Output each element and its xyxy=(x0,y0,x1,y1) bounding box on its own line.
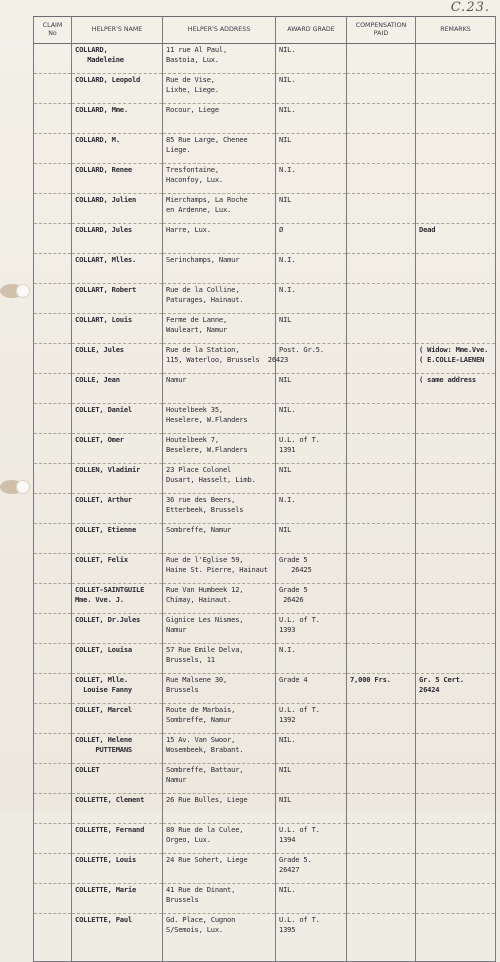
table-row xyxy=(34,404,496,434)
award-grade-cell: NIL. xyxy=(276,734,347,764)
helper-name-cell: COLLART, Louis xyxy=(72,314,163,344)
table-row xyxy=(34,734,496,764)
remarks-cell xyxy=(416,854,496,884)
helper-name-cell: COLLET, Etienne xyxy=(72,524,163,554)
claim-cell xyxy=(34,344,72,374)
remarks-cell xyxy=(416,464,496,494)
helper-name-cell: COLLART, Robert xyxy=(72,284,163,314)
table-row xyxy=(34,254,496,284)
remarks-cell xyxy=(416,194,496,224)
award-grade-cell: NIL. xyxy=(276,404,347,434)
table-row xyxy=(34,614,496,644)
compensation-cell xyxy=(347,524,416,554)
table-row xyxy=(34,314,496,344)
compensation-cell xyxy=(347,404,416,434)
helper-address-cell: Rue de l'Eglise 59, Haine St. Pierre, Hainaut xyxy=(163,554,276,584)
award-grade-cell: NIL xyxy=(276,134,347,164)
helper-name-cell: COLLARD, Julien xyxy=(72,194,163,224)
table-row xyxy=(34,674,496,704)
remarks-cell xyxy=(416,44,496,74)
award-grade-cell: N.I. xyxy=(276,254,347,284)
helper-name-cell: COLLET, Omer xyxy=(72,434,163,464)
helper-name-cell: COLLET, Louisa xyxy=(72,644,163,674)
table-row xyxy=(34,884,496,914)
remarks-cell xyxy=(416,914,496,962)
column-header-remarks: REMARKS xyxy=(416,17,496,44)
award-grade-cell: NIL xyxy=(276,524,347,554)
table-row xyxy=(34,704,496,734)
compensation-cell xyxy=(347,764,416,794)
punch-hole xyxy=(16,480,30,494)
claim-cell xyxy=(34,824,72,854)
award-grade-cell: Post. Gr.5. xyxy=(276,344,347,374)
award-grade-cell: Ø xyxy=(276,224,347,254)
helper-name-cell: COLLARD, Jules xyxy=(72,224,163,254)
helper-name-cell: COLLARD, Renee xyxy=(72,164,163,194)
helper-address-cell: Gignice Les Nismes, Namur xyxy=(163,614,276,644)
helper-address-cell: 15 Av. Van Swoor, Wosembeek, Brabant. xyxy=(163,734,276,764)
compensation-cell xyxy=(347,914,416,962)
corner-reference-note: C.23. xyxy=(450,0,490,15)
table-row xyxy=(34,764,496,794)
helper-address-cell: 11 rue Al Paul, Bastoia, Lux. xyxy=(163,44,276,74)
claim-cell xyxy=(34,404,72,434)
helper-name-cell: COLLET-SAINTGUILE Mme. Vve. J. xyxy=(72,584,163,614)
claim-cell xyxy=(34,134,72,164)
award-grade-cell: U.L. of T. 1392 xyxy=(276,704,347,734)
helper-address-cell: Gd. Place, Cugnon S/Semois, Lux. xyxy=(163,914,276,962)
compensation-cell xyxy=(347,794,416,824)
column-header-address: HELPER'S ADDRESS xyxy=(163,17,276,44)
compensation-cell xyxy=(347,854,416,884)
claim-cell xyxy=(34,854,72,884)
table-row xyxy=(34,584,496,614)
compensation-cell xyxy=(347,494,416,524)
award-grade-cell: Grade 5 26425 xyxy=(276,554,347,584)
claim-cell xyxy=(34,374,72,404)
helper-address-cell: 23 Place Colonel Dusart, Hasselt, Limb. xyxy=(163,464,276,494)
helper-address-cell: Ferme de Lanne, Wauleart, Namur xyxy=(163,314,276,344)
helper-name-cell: COLLARD, Madeleine xyxy=(72,44,163,74)
table-row xyxy=(34,644,496,674)
remarks-cell: Gr. 5 Cert. 26424 xyxy=(416,674,496,704)
claim-cell xyxy=(34,74,72,104)
helper-address-cell: Houtelbeek 7, Beselere, W.Flanders xyxy=(163,434,276,464)
award-grade-cell: NIL. xyxy=(276,74,347,104)
award-grade-cell: U.L. of T. 1393 xyxy=(276,614,347,644)
award-grade-cell: NIL xyxy=(276,764,347,794)
claim-cell xyxy=(34,194,72,224)
compensation-cell xyxy=(347,284,416,314)
table-row xyxy=(34,554,496,584)
claim-cell xyxy=(34,524,72,554)
table-row xyxy=(34,464,496,494)
claim-cell xyxy=(34,314,72,344)
helper-name-cell: COLLET, Dr.Jules xyxy=(72,614,163,644)
helper-name-cell: COLLART, Mlles. xyxy=(72,254,163,284)
helper-address-cell: Rue Malsene 30, Brussels xyxy=(163,674,276,704)
table-row xyxy=(34,74,496,104)
column-header-claim: CLAIM No xyxy=(34,17,72,44)
claim-cell xyxy=(34,554,72,584)
table-row xyxy=(34,224,496,254)
claim-cell xyxy=(34,584,72,614)
claim-cell xyxy=(34,494,72,524)
compensation-cell xyxy=(347,614,416,644)
remarks-cell xyxy=(416,74,496,104)
helper-address-cell: Sombreffe, Battaur, Namur xyxy=(163,764,276,794)
compensation-cell xyxy=(347,344,416,374)
compensation-cell xyxy=(347,164,416,194)
compensation-cell xyxy=(347,584,416,614)
award-grade-cell: NIL. xyxy=(276,104,347,134)
helper-address-cell: 80 Rue de la Culee, Orgeo, Lux. xyxy=(163,824,276,854)
helper-address-cell: Rocour, Liege xyxy=(163,104,276,134)
remarks-cell xyxy=(416,794,496,824)
compensation-cell xyxy=(347,374,416,404)
remarks-cell xyxy=(416,494,496,524)
helper-name-cell: COLLET xyxy=(72,764,163,794)
helper-address-cell: Houtelbeek 35, Heselere, W.Flanders xyxy=(163,404,276,434)
award-grade-cell: N.I. xyxy=(276,644,347,674)
claim-cell xyxy=(34,914,72,962)
claim-cell xyxy=(34,164,72,194)
claim-cell xyxy=(34,734,72,764)
helper-address-cell: Mierchamps, La Roche en Ardenne, Lux. xyxy=(163,194,276,224)
table-row xyxy=(34,854,496,884)
helper-name-cell: COLLETTE, Clement xyxy=(72,794,163,824)
award-grade-cell: Grade 4 xyxy=(276,674,347,704)
award-grade-cell: N.I. xyxy=(276,164,347,194)
award-grade-cell: NIL xyxy=(276,374,347,404)
remarks-cell xyxy=(416,824,496,854)
table-row xyxy=(34,374,496,404)
remarks-cell xyxy=(416,614,496,644)
claim-cell xyxy=(34,884,72,914)
award-grade-cell: NIL xyxy=(276,794,347,824)
column-header-award: AWARD GRADE xyxy=(276,17,347,44)
table-row xyxy=(34,44,496,74)
punch-hole xyxy=(16,284,30,298)
claim-cell xyxy=(34,794,72,824)
compensation-cell xyxy=(347,704,416,734)
helper-address-cell: 24 Rue Sohert, Liege xyxy=(163,854,276,884)
compensation-cell xyxy=(347,254,416,284)
remarks-cell xyxy=(416,254,496,284)
helper-address-cell: Route de Marbais, Sombreffe, Namur xyxy=(163,704,276,734)
award-grade-cell: U.L. of T. 1394 xyxy=(276,824,347,854)
remarks-cell xyxy=(416,704,496,734)
table-row xyxy=(34,344,496,374)
award-grade-cell: U.L. of T. 1395 xyxy=(276,914,347,962)
helper-name-cell: COLLARD, Leopold xyxy=(72,74,163,104)
helper-name-cell: COLLE, Jean xyxy=(72,374,163,404)
claim-cell xyxy=(34,224,72,254)
helper-name-cell: COLLET, Felix xyxy=(72,554,163,584)
helper-address-cell: 36 rue des Beers, Etterbeek, Brussels xyxy=(163,494,276,524)
table-row xyxy=(34,104,496,134)
remarks-cell xyxy=(416,524,496,554)
helper-address-cell: Tresfontaine, Haconfoy, Lux. xyxy=(163,164,276,194)
remarks-cell xyxy=(416,554,496,584)
helper-address-cell: Rue de Vise, Lixhe, Liege. xyxy=(163,74,276,104)
helper-address-cell: Rue de la Station, 115, Waterloo, Brussels 26423 xyxy=(163,344,276,374)
compensation-cell xyxy=(347,74,416,104)
compensation-cell xyxy=(347,434,416,464)
helper-address-cell: 85 Rue Large, Chenee Liege. xyxy=(163,134,276,164)
table-row xyxy=(34,794,496,824)
table-row xyxy=(34,134,496,164)
column-header-compensation: COMPENSATION PAID xyxy=(347,17,416,44)
award-grade-cell: N.I. xyxy=(276,284,347,314)
claim-cell xyxy=(34,644,72,674)
helper-name-cell: COLLETTE, Fernand xyxy=(72,824,163,854)
helpers-ledger-table xyxy=(33,16,496,962)
table-row xyxy=(34,284,496,314)
award-grade-cell: NIL xyxy=(276,314,347,344)
compensation-cell xyxy=(347,644,416,674)
remarks-cell xyxy=(416,434,496,464)
award-grade-cell: N.I. xyxy=(276,494,347,524)
compensation-cell xyxy=(347,824,416,854)
compensation-cell xyxy=(347,44,416,74)
table-row xyxy=(34,494,496,524)
award-grade-cell: NIL. xyxy=(276,884,347,914)
helper-name-cell: COLLEN, Vladimir xyxy=(72,464,163,494)
claim-cell xyxy=(34,674,72,704)
helper-address-cell: Serinchamps, Namur xyxy=(163,254,276,284)
helper-name-cell: COLLE, Jules xyxy=(72,344,163,374)
table-row xyxy=(34,194,496,224)
helper-address-cell: Rue Van Humbeek 12, Chimay, Hainaut. xyxy=(163,584,276,614)
helper-address-cell: 26 Rue Bulles, Liege xyxy=(163,794,276,824)
helper-name-cell: COLLET, Marcel xyxy=(72,704,163,734)
helper-address-cell: Namur xyxy=(163,374,276,404)
helper-address-cell: Rue de la Colline, Paturages, Hainaut. xyxy=(163,284,276,314)
helper-name-cell: COLLET, Daniel xyxy=(72,404,163,434)
remarks-cell xyxy=(416,164,496,194)
remarks-cell xyxy=(416,584,496,614)
claim-cell xyxy=(34,254,72,284)
award-grade-cell: U.L. of T. 1391 xyxy=(276,434,347,464)
table-row xyxy=(34,524,496,554)
claim-cell xyxy=(34,764,72,794)
compensation-cell: 7,000 Frs. xyxy=(347,674,416,704)
claim-cell xyxy=(34,104,72,134)
compensation-cell xyxy=(347,194,416,224)
helper-name-cell: COLLET, Arthur xyxy=(72,494,163,524)
claim-cell xyxy=(34,44,72,74)
helper-address-cell: 57 Rue Emile Delva, Brussels, 11 xyxy=(163,644,276,674)
remarks-cell xyxy=(416,644,496,674)
helper-name-cell: COLLETTE, Louis xyxy=(72,854,163,884)
compensation-cell xyxy=(347,554,416,584)
compensation-cell xyxy=(347,884,416,914)
claim-cell xyxy=(34,434,72,464)
table-row xyxy=(34,434,496,464)
remarks-cell xyxy=(416,134,496,164)
helper-name-cell: COLLETTE, Marie xyxy=(72,884,163,914)
compensation-cell xyxy=(347,314,416,344)
claim-cell xyxy=(34,704,72,734)
remarks-cell xyxy=(416,314,496,344)
compensation-cell xyxy=(347,464,416,494)
award-grade-cell: Grade 5. 26427 xyxy=(276,854,347,884)
claim-cell xyxy=(34,464,72,494)
helper-name-cell: COLLET, Helene PUTTEMANS xyxy=(72,734,163,764)
remarks-cell xyxy=(416,764,496,794)
compensation-cell xyxy=(347,224,416,254)
remarks-cell: Dead xyxy=(416,224,496,254)
header-row xyxy=(34,17,496,44)
helper-address-cell: Sombreffe, Namur xyxy=(163,524,276,554)
helper-name-cell: COLLET, Mlle. Louise Fanny xyxy=(72,674,163,704)
column-header-name: HELPER'S NAME xyxy=(72,17,163,44)
table-row xyxy=(34,164,496,194)
helper-name-cell: COLLETTE, Paul xyxy=(72,914,163,962)
remarks-cell xyxy=(416,104,496,134)
table-row xyxy=(34,914,496,962)
award-grade-cell: NIL xyxy=(276,464,347,494)
award-grade-cell: Grade 5 26426 xyxy=(276,584,347,614)
helper-name-cell: COLLARD, M. xyxy=(72,134,163,164)
claim-cell xyxy=(34,614,72,644)
award-grade-cell: NIL. xyxy=(276,44,347,74)
remarks-cell xyxy=(416,284,496,314)
remarks-cell: ( same address xyxy=(416,374,496,404)
remarks-cell xyxy=(416,734,496,764)
award-grade-cell: NIL xyxy=(276,194,347,224)
remarks-cell xyxy=(416,404,496,434)
remarks-cell xyxy=(416,884,496,914)
helper-address-cell: 41 Rue de Dinant, Brussels xyxy=(163,884,276,914)
compensation-cell xyxy=(347,104,416,134)
claim-cell xyxy=(34,284,72,314)
helper-name-cell: COLLARD, Mme. xyxy=(72,104,163,134)
table-row xyxy=(34,824,496,854)
compensation-cell xyxy=(347,134,416,164)
compensation-cell xyxy=(347,734,416,764)
remarks-cell: ( Widow: Mme.Vve. ( E.COLLE-LAENEN xyxy=(416,344,496,374)
helper-address-cell: Harre, Lux. xyxy=(163,224,276,254)
